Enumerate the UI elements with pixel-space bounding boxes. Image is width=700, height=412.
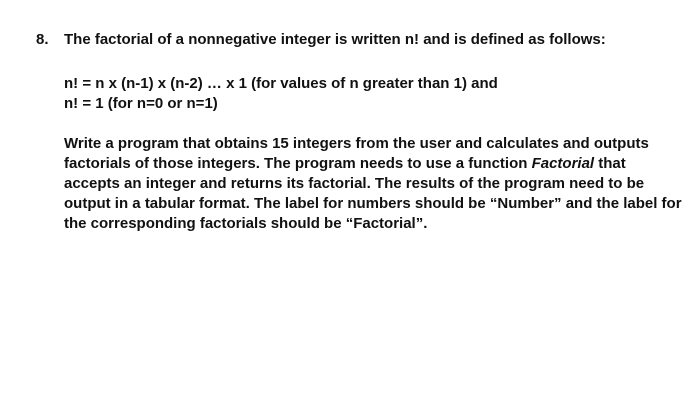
question-8: [36, 30, 686, 234]
task-text-part-1: Write a program that obtains 15 integers from the user and calculates and outputs factorials of those integers. The program needs to use a function: [64, 135, 649, 172]
task-paragraph: [64, 134, 684, 234]
formula-line-1: n! = n x (n-1) x (n-2) … x 1 (for values of n greater than 1) and: [64, 75, 498, 92]
formula-line-2: n! = 1 (for n=0 or n=1): [64, 95, 218, 112]
factorial-definition: [64, 74, 684, 114]
question-intro: The factorial of a nonnegative integer is written n! and is defined as follows:: [64, 31, 606, 48]
function-name: Factorial: [531, 155, 595, 172]
task-text-part-2: that accepts an integer and returns its factorial. The results of the program need to be output in a tabular format. The label for numbers should be “Number” and the label for the corresponding factorials should be “Factorial”.: [64, 155, 682, 232]
question-number: 8.: [36, 31, 49, 48]
question-header: [36, 30, 686, 50]
